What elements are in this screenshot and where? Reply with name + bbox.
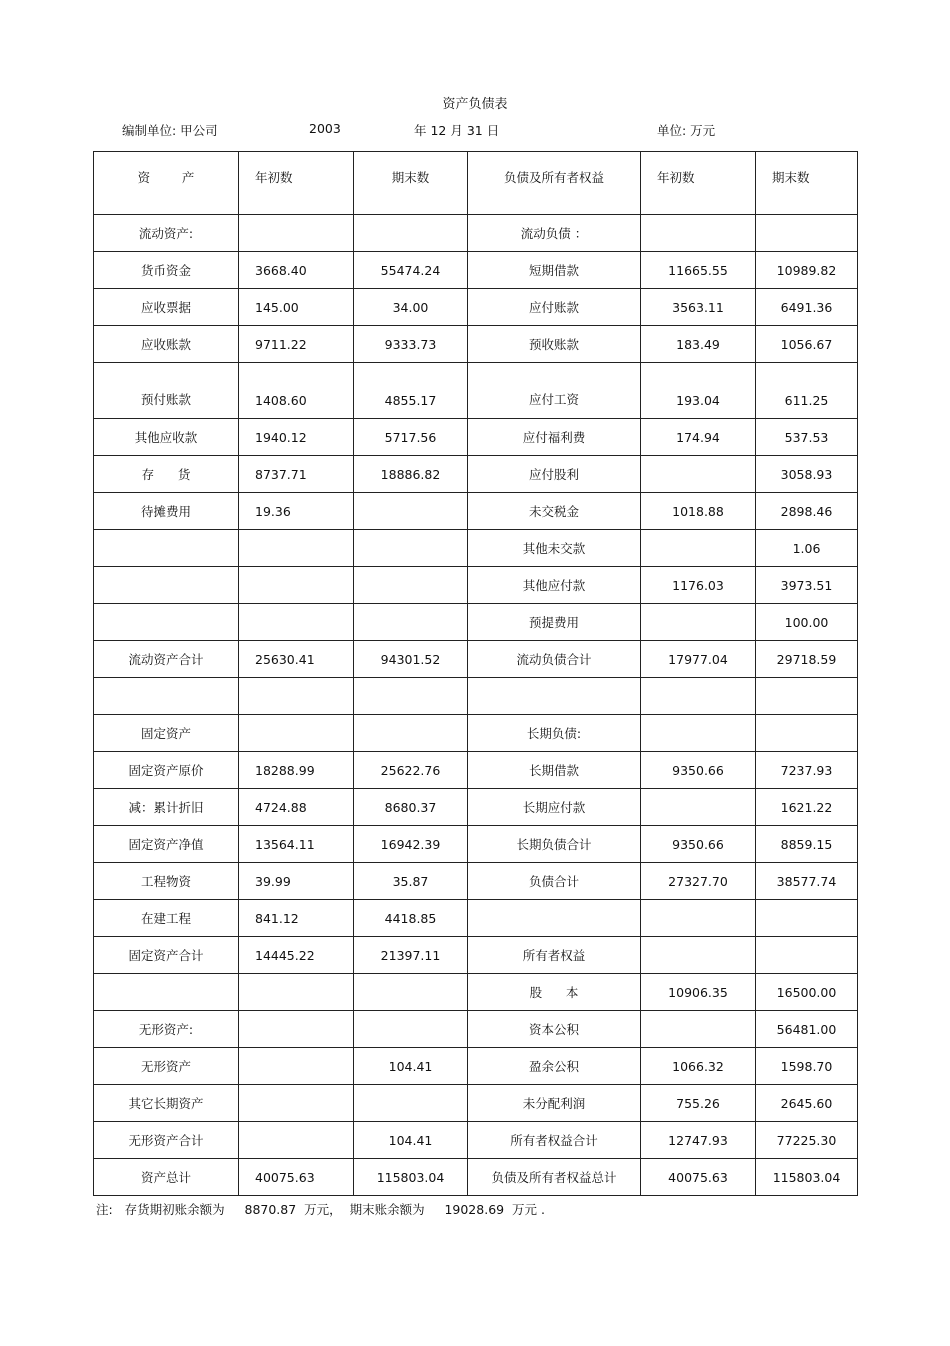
liability-end-value: 38577.74 (756, 863, 858, 900)
asset-name: 在建工程 (94, 900, 239, 937)
asset-begin-value (239, 1048, 354, 1085)
liability-begin-value (641, 789, 756, 826)
liability-name: 预提费用 (468, 604, 641, 641)
asset-begin-value (239, 604, 354, 641)
asset-end-value: 115803.04 (354, 1159, 468, 1196)
asset-begin-value (239, 1122, 354, 1159)
asset-begin-value: 25630.41 (239, 641, 354, 678)
liability-name: 所有者权益 (468, 937, 641, 974)
liability-end-value (756, 715, 858, 752)
liability-name: 其他应付款 (468, 567, 641, 604)
liability-name: 负债及所有者权益总计 (468, 1159, 641, 1196)
asset-name: 固定资产合计 (94, 937, 239, 974)
liability-name: 资本公积 (468, 1011, 641, 1048)
liability-end-value: 16500.00 (756, 974, 858, 1011)
asset-end-value: 94301.52 (354, 641, 468, 678)
asset-begin-value (239, 567, 354, 604)
liability-name: 所有者权益合计 (468, 1122, 641, 1159)
asset-begin-value: 1940.12 (239, 419, 354, 456)
liability-name: 未分配利润 (468, 1085, 641, 1122)
asset-begin-value: 13564.11 (239, 826, 354, 863)
header-liab-end: 期末数 (756, 152, 858, 215)
asset-end-value (354, 715, 468, 752)
liability-begin-value (641, 604, 756, 641)
liability-begin-value (641, 1011, 756, 1048)
table-row (94, 456, 858, 493)
liability-end-value: 1598.70 (756, 1048, 858, 1085)
asset-end-value (354, 215, 468, 252)
header-assets-begin: 年初数 (239, 152, 354, 215)
asset-begin-value (239, 1011, 354, 1048)
table-row (94, 641, 858, 678)
asset-end-value: 55474.24 (354, 252, 468, 289)
asset-name: 无形资产合计 (94, 1122, 239, 1159)
asset-begin-value (239, 1085, 354, 1122)
liability-name (468, 900, 641, 937)
balance-sheet-table (93, 151, 858, 1196)
liability-end-value: 77225.30 (756, 1122, 858, 1159)
asset-name (94, 604, 239, 641)
asset-end-value (354, 1085, 468, 1122)
asset-name: 减：累计折旧 (94, 789, 239, 826)
liability-end-value: 56481.00 (756, 1011, 858, 1048)
liability-begin-value: 193.04 (641, 363, 756, 419)
liability-end-value (756, 900, 858, 937)
asset-end-value: 4418.85 (354, 900, 468, 937)
asset-end-value: 8680.37 (354, 789, 468, 826)
table-row (94, 215, 858, 252)
asset-name (94, 678, 239, 715)
asset-name (94, 567, 239, 604)
asset-name: 流动资产: (94, 215, 239, 252)
table-row (94, 1122, 858, 1159)
asset-name: 预付账款 (94, 363, 239, 419)
asset-end-value: 34.00 (354, 289, 468, 326)
asset-begin-value: 19.36 (239, 493, 354, 530)
asset-begin-value: 841.12 (239, 900, 354, 937)
asset-begin-value (239, 678, 354, 715)
reporting-entity: 编制单位: 甲公司 (122, 123, 218, 138)
liability-begin-value (641, 456, 756, 493)
liability-begin-value: 3563.11 (641, 289, 756, 326)
asset-end-value: 25622.76 (354, 752, 468, 789)
liability-end-value: 10989.82 (756, 252, 858, 289)
table-row (94, 974, 858, 1011)
liability-end-value: 1621.22 (756, 789, 858, 826)
document-title: 资产负债表 (442, 97, 508, 112)
asset-begin-value (239, 974, 354, 1011)
asset-name: 应收账款 (94, 326, 239, 363)
asset-name: 其他应收款 (94, 419, 239, 456)
liability-name: 应付工资 (468, 363, 641, 419)
asset-begin-value: 18288.99 (239, 752, 354, 789)
table-row (94, 567, 858, 604)
asset-name: 无形资产: (94, 1011, 239, 1048)
asset-begin-value: 39.99 (239, 863, 354, 900)
liability-end-value: 3973.51 (756, 567, 858, 604)
asset-begin-value (239, 215, 354, 252)
asset-begin-value (239, 715, 354, 752)
footnote: 注: 存货期初账余额为 8870.87 万元， 期末账余额为 19028.69 万元 . (96, 1202, 545, 1217)
liability-begin-value: 27327.70 (641, 863, 756, 900)
liability-begin-value: 9350.66 (641, 826, 756, 863)
liability-name (468, 678, 641, 715)
liability-end-value (756, 215, 858, 252)
liability-begin-value (641, 678, 756, 715)
table-row (94, 1011, 858, 1048)
liability-name: 应付股利 (468, 456, 641, 493)
liability-name: 应付账款 (468, 289, 641, 326)
liability-end-value: 29718.59 (756, 641, 858, 678)
header-assets-end: 期末数 (354, 152, 468, 215)
liability-end-value: 7237.93 (756, 752, 858, 789)
liability-name: 盈余公积 (468, 1048, 641, 1085)
liability-begin-value: 12747.93 (641, 1122, 756, 1159)
asset-begin-value: 4724.88 (239, 789, 354, 826)
asset-begin-value: 1408.60 (239, 363, 354, 419)
table-row (94, 363, 858, 419)
asset-begin-value: 3668.40 (239, 252, 354, 289)
liability-end-value: 6491.36 (756, 289, 858, 326)
liability-end-value: 3058.93 (756, 456, 858, 493)
liability-end-value: 115803.04 (756, 1159, 858, 1196)
liability-name: 短期借款 (468, 252, 641, 289)
asset-name: 资产总计 (94, 1159, 239, 1196)
asset-name (94, 974, 239, 1011)
liability-begin-value: 1066.32 (641, 1048, 756, 1085)
asset-name: 其它长期资产 (94, 1085, 239, 1122)
table-row (94, 678, 858, 715)
liability-begin-value: 11665.55 (641, 252, 756, 289)
report-date: 年 12 月 31 日 (414, 123, 500, 138)
table-row (94, 419, 858, 456)
table-row (94, 863, 858, 900)
table-row (94, 752, 858, 789)
asset-begin-value (239, 530, 354, 567)
asset-begin-value: 9711.22 (239, 326, 354, 363)
liability-name: 未交税金 (468, 493, 641, 530)
liability-begin-value: 9350.66 (641, 752, 756, 789)
asset-end-value: 4855.17 (354, 363, 468, 419)
liability-end-value (756, 678, 858, 715)
asset-name: 存 货 (94, 456, 239, 493)
asset-name: 应收票据 (94, 289, 239, 326)
liability-name: 股 本 (468, 974, 641, 1011)
liability-name: 流动负债 ： (468, 215, 641, 252)
asset-begin-value: 145.00 (239, 289, 354, 326)
table-row (94, 530, 858, 567)
table-row (94, 789, 858, 826)
liability-begin-value: 1176.03 (641, 567, 756, 604)
liability-begin-value: 17977.04 (641, 641, 756, 678)
liability-begin-value: 10906.35 (641, 974, 756, 1011)
asset-name: 固定资产原价 (94, 752, 239, 789)
asset-end-value: 18886.82 (354, 456, 468, 493)
report-year: 2003 (309, 121, 341, 136)
table-row (94, 289, 858, 326)
table-row (94, 1085, 858, 1122)
table-row (94, 252, 858, 289)
liability-begin-value: 40075.63 (641, 1159, 756, 1196)
asset-end-value: 5717.56 (354, 419, 468, 456)
liability-begin-value: 174.94 (641, 419, 756, 456)
table-row (94, 493, 858, 530)
asset-end-value: 35.87 (354, 863, 468, 900)
asset-begin-value: 40075.63 (239, 1159, 354, 1196)
asset-end-value (354, 493, 468, 530)
asset-end-value: 9333.73 (354, 326, 468, 363)
liability-name: 长期应付款 (468, 789, 641, 826)
liability-end-value: 2898.46 (756, 493, 858, 530)
asset-name: 无形资产 (94, 1048, 239, 1085)
table-row (94, 715, 858, 752)
asset-end-value (354, 1011, 468, 1048)
asset-name: 固定资产 (94, 715, 239, 752)
asset-end-value (354, 678, 468, 715)
asset-end-value (354, 567, 468, 604)
header-liab-begin: 年初数 (641, 152, 756, 215)
liability-begin-value (641, 715, 756, 752)
liability-begin-value (641, 215, 756, 252)
table-row (94, 326, 858, 363)
liability-name: 流动负债合计 (468, 641, 641, 678)
liability-name: 应付福利费 (468, 419, 641, 456)
table-row (94, 604, 858, 641)
header-liabilities-equity: 负债及所有者权益 (468, 152, 641, 215)
table-row (94, 1159, 858, 1196)
header-row (94, 152, 858, 215)
liability-name: 负债合计 (468, 863, 641, 900)
liability-end-value: 1.06 (756, 530, 858, 567)
liability-name: 其他未交款 (468, 530, 641, 567)
asset-name: 待摊费用 (94, 493, 239, 530)
liability-name: 预收账款 (468, 326, 641, 363)
liability-begin-value: 183.49 (641, 326, 756, 363)
table-row (94, 900, 858, 937)
asset-name: 工程物资 (94, 863, 239, 900)
asset-end-value (354, 974, 468, 1011)
table-row (94, 826, 858, 863)
asset-end-value (354, 604, 468, 641)
asset-name: 货币资金 (94, 252, 239, 289)
liability-name: 长期借款 (468, 752, 641, 789)
liability-end-value: 8859.15 (756, 826, 858, 863)
asset-name (94, 530, 239, 567)
currency-unit: 单位: 万元 (657, 123, 716, 138)
asset-name: 流动资产合计 (94, 641, 239, 678)
liability-end-value (756, 937, 858, 974)
asset-begin-value: 14445.22 (239, 937, 354, 974)
liability-end-value: 537.53 (756, 419, 858, 456)
liability-begin-value (641, 530, 756, 567)
liability-begin-value (641, 900, 756, 937)
asset-end-value: 104.41 (354, 1122, 468, 1159)
asset-end-value: 104.41 (354, 1048, 468, 1085)
asset-name: 固定资产净值 (94, 826, 239, 863)
liability-end-value: 2645.60 (756, 1085, 858, 1122)
liability-end-value: 1056.67 (756, 326, 858, 363)
liability-begin-value: 755.26 (641, 1085, 756, 1122)
liability-end-value: 100.00 (756, 604, 858, 641)
table-row (94, 1048, 858, 1085)
asset-begin-value: 8737.71 (239, 456, 354, 493)
asset-end-value (354, 530, 468, 567)
liability-begin-value: 1018.88 (641, 493, 756, 530)
header-assets: 资 产 (94, 152, 239, 215)
liability-name: 长期负债合计 (468, 826, 641, 863)
asset-end-value: 16942.39 (354, 826, 468, 863)
liability-begin-value (641, 937, 756, 974)
table-row (94, 937, 858, 974)
asset-end-value: 21397.11 (354, 937, 468, 974)
liability-end-value: 611.25 (756, 363, 858, 419)
liability-name: 长期负债: (468, 715, 641, 752)
